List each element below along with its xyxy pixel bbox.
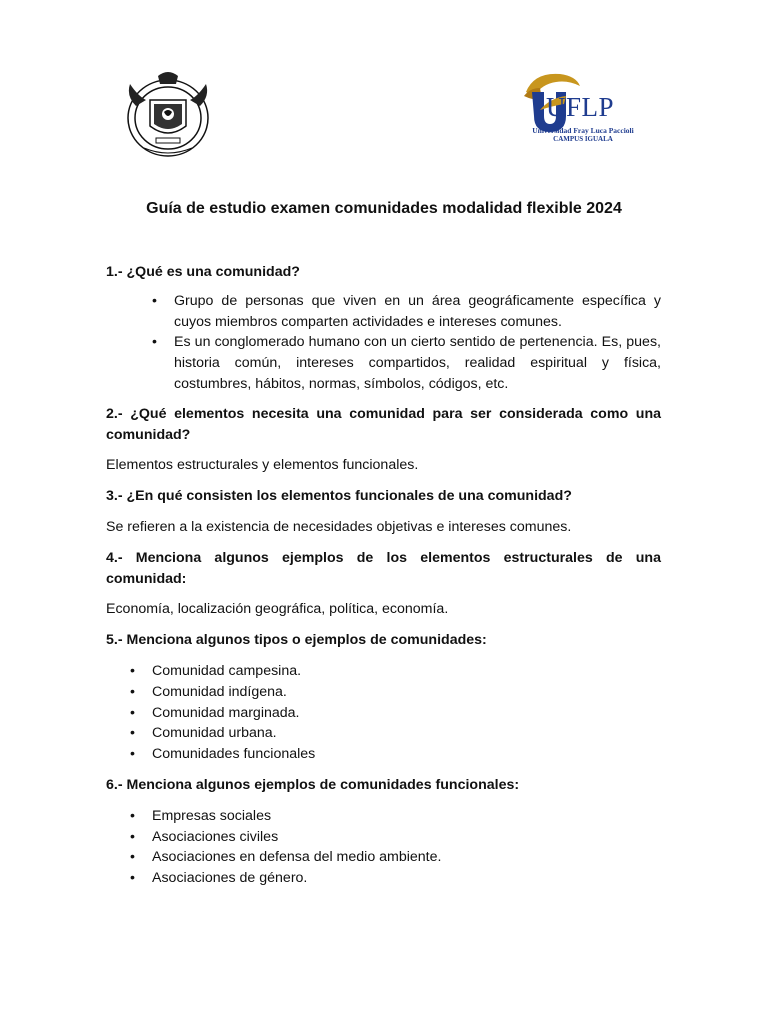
question-1: 1.- ¿Qué es una comunidad? (106, 264, 300, 280)
list-item: • Asociaciones civiles (106, 827, 661, 848)
list-item: • Grupo de personas que viven en un área geográficamente específica y cuyos miembros comparten actividades e intereses comunes. (106, 291, 661, 333)
question-5: 5.- Menciona algunos tipos o ejemplos de comunidades: (106, 632, 487, 649)
list-item: • Asociaciones en defensa del medio ambiente. (106, 847, 661, 868)
answer-list-5 (106, 661, 661, 765)
list-item: • Comunidad marginada. (106, 703, 661, 724)
list-item: • Asociaciones de género. (106, 868, 661, 889)
list-item: • Comunidades funcionales (106, 744, 661, 765)
uflp-logo-text: UFLP (546, 92, 615, 122)
document-title: Guía de estudio examen comunidades modalidad flexible 2024 (146, 200, 622, 217)
answer-3: Se refieren a la existencia de necesidades objetivas e intereses comunes. (106, 518, 572, 535)
list-item: • Comunidad indígena. (106, 682, 661, 703)
list-item: • Empresas sociales (106, 806, 661, 827)
question-3: 3.- ¿En qué consisten los elementos funcionales de una comunidad? (106, 488, 572, 505)
answer-list-1 (106, 291, 661, 395)
answer-4: Economía, localización geográfica, política, economía. (106, 601, 449, 618)
question-4: 4.- Menciona algunos ejemplos de los elementos estructurales de una comunidad: (106, 549, 661, 587)
document-body (106, 262, 661, 899)
university-seal-logo (120, 66, 216, 162)
answer-2: Elementos estructurales y elementos funcionales. (106, 457, 419, 474)
list-item: • Comunidad campesina. (106, 661, 661, 682)
question-6: 6.- Menciona algunos ejemplos de comunidades funcionales: (106, 776, 520, 793)
question-2: 2.- ¿Qué elementos necesita una comunidad para ser considerada como una comunidad? (106, 405, 661, 443)
answer-list-6 (106, 806, 661, 889)
list-item: • Comunidad urbana. (106, 723, 661, 744)
uflp-logo-campus: CAMPUS IGUALA (553, 135, 613, 143)
uflp-logo-subtitle: Universidad Fray Luca Paccioli (532, 126, 634, 135)
list-item: • Es un conglomerado humano con un cierto sentido de pertenencia. Es, pues, historia común, intereses compartidos, realidad espiritual y física, costumbres, hábitos, normas, símbolos, códigos, etc. (106, 332, 661, 394)
